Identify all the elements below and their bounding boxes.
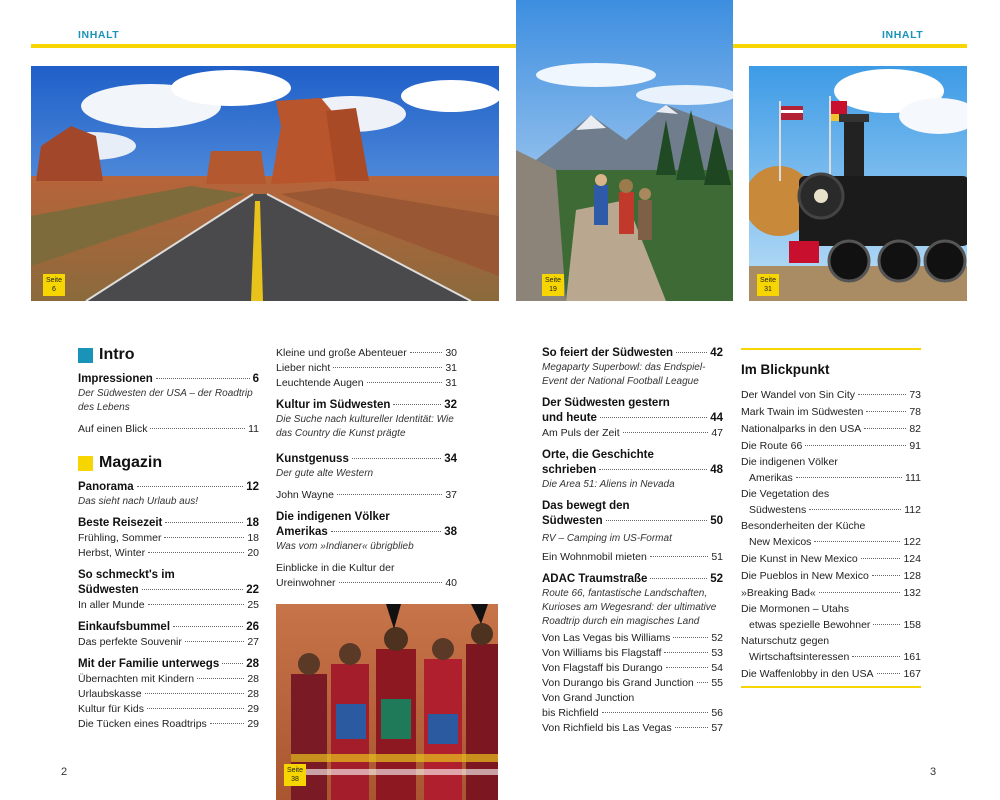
blickpunkt-rule-bottom xyxy=(741,686,921,688)
page-ref-badge: Seite 6 xyxy=(43,274,65,296)
toc-entry[interactable]: Panorama 12 xyxy=(78,481,259,493)
toc-column-3 xyxy=(542,346,723,736)
toc-entry[interactable]: Urlaubskasse 28 xyxy=(78,688,259,700)
photo-desert-road xyxy=(31,66,499,301)
toc-subtitle: Die Area 51: Aliens in Nevada xyxy=(542,479,675,490)
square-marker-icon xyxy=(78,348,93,363)
toc-column-4 xyxy=(741,361,921,683)
toc-entry[interactable]: Herbst, Winter 20 xyxy=(78,547,259,559)
toc-entry[interactable]: schrieben 48 xyxy=(542,464,723,476)
toc-heading-line[interactable]: Die indigenen Völker xyxy=(741,456,838,468)
toc-entry[interactable]: John Wayne 37 xyxy=(276,489,457,501)
toc-heading-line[interactable]: Orte, die Geschichte xyxy=(542,449,654,461)
toc-entry[interactable]: Wirtschaftsinteressen 161 xyxy=(749,651,921,663)
toc-entry[interactable]: etwas spezielle Bewohner 158 xyxy=(749,619,921,631)
toc-heading-line[interactable]: Einblicke in die Kultur der xyxy=(276,562,395,574)
toc-entry[interactable]: bis Richfield 56 xyxy=(542,707,723,719)
toc-entry[interactable]: Nationalparks in den USA 82 xyxy=(741,423,921,435)
toc-entry[interactable]: Leuchtende Augen 31 xyxy=(276,377,457,389)
toc-entry[interactable]: Das perfekte Souvenir 27 xyxy=(78,636,259,648)
toc-entry[interactable]: Südwestens 112 xyxy=(749,504,921,516)
toc-entry[interactable]: Kultur im Südwesten 32 xyxy=(276,399,457,411)
toc-entry[interactable]: Die Kunst in New Mexico 124 xyxy=(741,553,921,565)
toc-entry[interactable]: Beste Reisezeit 18 xyxy=(78,517,259,529)
toc-heading-line[interactable]: Von Grand Junction xyxy=(542,692,635,704)
toc-heading-line[interactable]: Naturschutz gegen xyxy=(741,635,830,647)
toc-entry[interactable]: Lieber nicht 31 xyxy=(276,362,457,374)
toc-entry[interactable]: Amerikas 38 xyxy=(276,526,457,538)
toc-entry[interactable]: Frühling, Sommer 18 xyxy=(78,532,259,544)
toc-subtitle: Was vom »Indianer« übrigblieb xyxy=(276,541,414,552)
toc-entry[interactable]: Südwesten 50 xyxy=(542,515,723,527)
toc-entry[interactable]: ADAC Traumstraße 52 xyxy=(542,573,723,585)
toc-entry[interactable]: »Breaking Bad« 132 xyxy=(741,587,921,599)
header-rule-right xyxy=(733,44,967,48)
toc-entry[interactable]: So feiert der Südwesten 42 xyxy=(542,347,723,359)
square-marker-icon xyxy=(78,456,93,471)
toc-entry[interactable]: Südwesten 22 xyxy=(78,584,259,596)
toc-entry[interactable]: Auf einen Blick 11 xyxy=(78,423,259,435)
toc-subtitle: Das sieht nach Urlaub aus! xyxy=(78,496,199,507)
toc-entry[interactable]: Die Tücken eines Roadtrips 29 xyxy=(78,718,259,730)
toc-entry[interactable]: Die Route 66 91 xyxy=(741,440,921,452)
page-ref-badge: Seite 38 xyxy=(284,764,306,786)
toc-subtitle: Der Südwesten der USA – der Roadtrip des Lebens xyxy=(78,388,253,413)
toc-heading-line[interactable]: Die Mormonen – Utahs xyxy=(741,603,849,615)
toc-entry[interactable]: Amerikas 111 xyxy=(749,472,921,484)
toc-subtitle: RV – Camping im US-Format xyxy=(542,533,672,544)
toc-subtitle: Der gute alte Western xyxy=(276,468,374,479)
toc-entry[interactable]: Von Flagstaff bis Durango 54 xyxy=(542,662,723,674)
toc-column-1 xyxy=(78,346,259,732)
toc-column-2 xyxy=(276,346,457,591)
toc-entry[interactable]: Die Pueblos in New Mexico 128 xyxy=(741,570,921,582)
photo-steam-train xyxy=(749,66,967,301)
toc-heading-line[interactable]: Besonderheiten der Küche xyxy=(741,520,866,532)
toc-entry[interactable]: Übernachten mit Kindern 28 xyxy=(78,673,259,685)
page-number-right: 3 xyxy=(930,766,937,778)
toc-entry[interactable]: Kunstgenuss 34 xyxy=(276,453,457,465)
toc-entry[interactable]: Ein Wohnmobil mieten 51 xyxy=(542,551,723,563)
section-magazin-heading: Magazin xyxy=(78,454,259,472)
blickpunkt-rule-top xyxy=(741,348,921,350)
toc-entry[interactable]: Ureinwohner 40 xyxy=(276,577,457,589)
page-ref-badge: Seite 19 xyxy=(542,274,564,296)
photo-native-dancers xyxy=(276,604,498,800)
toc-subtitle: Route 66, fantastische Landschaften, Kurioses am Wegesrand: der ultimative Roadtrip durch ein magisches Land xyxy=(542,588,717,627)
toc-heading-line[interactable]: Das bewegt den xyxy=(542,500,630,512)
toc-entry[interactable]: Impressionen 6 xyxy=(78,373,259,385)
toc-subtitle: Megaparty Superbowl: das Endspiel-Event der National Football League xyxy=(542,362,706,387)
toc-entry[interactable]: New Mexicos 122 xyxy=(749,536,921,548)
toc-heading-line[interactable]: Die indigenen Völker xyxy=(276,511,390,523)
toc-heading-line[interactable]: So schmeckt's im xyxy=(78,569,175,581)
toc-entry[interactable]: Mit der Familie unterwegs 28 xyxy=(78,658,259,670)
header-label-right: INHALT xyxy=(882,29,924,41)
toc-entry[interactable]: Von Williams bis Flagstaff 53 xyxy=(542,647,723,659)
toc-entry[interactable]: Einkaufsbummel 26 xyxy=(78,621,259,633)
page-ref-badge: Seite 31 xyxy=(757,274,779,296)
toc-entry[interactable]: Kleine und große Abenteuer 30 xyxy=(276,347,457,359)
toc-entry[interactable]: Von Las Vegas bis Williams 52 xyxy=(542,632,723,644)
photo-hikers xyxy=(516,0,733,301)
toc-subtitle: Die Suche nach kultureller Identität: Wie das Country die Kunst prägte xyxy=(276,414,454,439)
header-rule-left xyxy=(31,44,516,48)
toc-heading-line[interactable]: Die Vegetation des xyxy=(741,488,830,500)
page-number-left: 2 xyxy=(61,766,68,778)
toc-entry[interactable]: Der Wandel von Sin City 73 xyxy=(741,389,921,401)
toc-entry[interactable]: und heute 44 xyxy=(542,412,723,424)
toc-entry[interactable]: Am Puls der Zeit 47 xyxy=(542,427,723,439)
toc-entry[interactable]: Von Richfield bis Las Vegas 57 xyxy=(542,722,723,734)
toc-entry[interactable]: In aller Munde 25 xyxy=(78,599,259,611)
toc-entry[interactable]: Kultur für Kids 29 xyxy=(78,703,259,715)
toc-entry[interactable]: Mark Twain im Südwesten 78 xyxy=(741,406,921,418)
toc-entry[interactable]: Von Durango bis Grand Junction 55 xyxy=(542,677,723,689)
toc-heading-line[interactable]: Der Südwesten gestern xyxy=(542,397,670,409)
toc-entry[interactable]: Die Waffenlobby in den USA 167 xyxy=(741,668,921,680)
section-intro-heading: Intro xyxy=(78,346,259,364)
header-label-left: INHALT xyxy=(78,29,120,41)
section-blickpunkt-heading: Im Blickpunkt xyxy=(741,362,830,377)
